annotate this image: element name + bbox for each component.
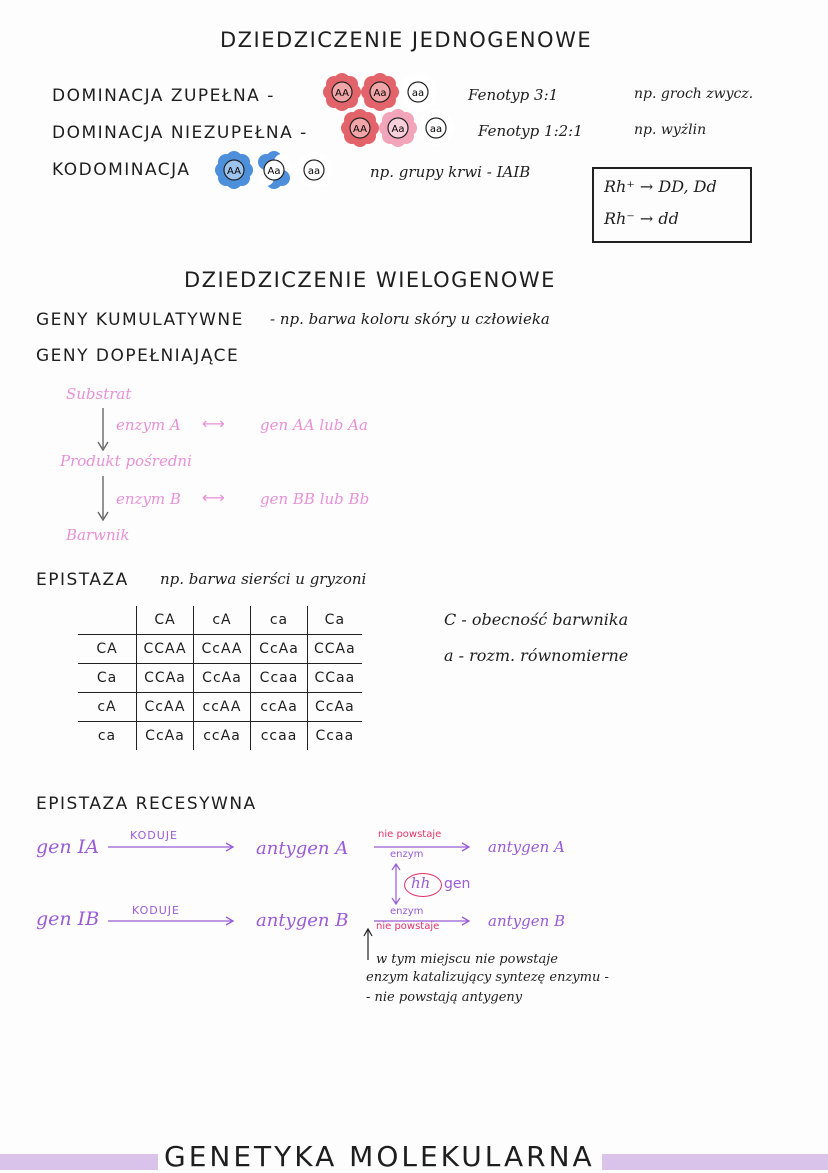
codominance-example: np. grupy krwi - IAIB — [370, 163, 531, 181]
epistasis-title: EPISTAZA — [36, 570, 129, 590]
svg-text:Aa: Aa — [373, 88, 387, 99]
cell: Ccaa — [308, 722, 362, 751]
cell: CcAa — [308, 693, 362, 722]
flower-group-incomplete-dominance — [340, 108, 460, 152]
double-arrow-icon: ⟷ — [202, 488, 225, 507]
codes-label: KODUJE — [132, 904, 180, 917]
svg-text:Aa: Aa — [267, 166, 281, 177]
row-label-codominance: KODOMINACJA — [52, 160, 191, 180]
cell: CcAa — [251, 635, 308, 664]
flowers-icon — [214, 150, 338, 190]
note-line-1: w tym miejscu nie powstaje — [376, 952, 558, 967]
enzyme-a-label: enzym — [390, 849, 424, 860]
row-header: ca — [78, 722, 137, 751]
row-label-incomplete-dominance: DOMINACJA NIEZUPEŁNA - — [52, 123, 308, 143]
down-arrow-icon — [96, 408, 110, 454]
pathway-enzyme-a: enzym A — [116, 416, 181, 434]
svg-text:AA: AA — [335, 88, 349, 99]
right-arrow-icon — [108, 916, 238, 926]
updown-arrow-icon — [390, 862, 402, 906]
cell: CCaa — [308, 664, 362, 693]
gene-ia: gen IA — [36, 836, 99, 858]
row-header: Ca — [78, 664, 137, 693]
codes-label: KODUJE — [130, 829, 178, 842]
phenotype-ratio-1: Fenotyp 3:1 — [468, 86, 559, 104]
rh-box — [592, 167, 752, 243]
hh-gene-label: gen — [444, 876, 471, 892]
cell: CCAa — [137, 664, 194, 693]
example-1: np. groch zwycz. — [634, 86, 754, 102]
flowers-icon — [340, 108, 460, 148]
flower-group-codominance — [214, 150, 338, 194]
row-label-complete-dominance: DOMINACJA ZUPEŁNA - — [52, 86, 275, 106]
note-line-3: - nie powstają antygeny — [366, 990, 523, 1005]
not-formed-b: nie powstaje — [376, 921, 440, 932]
punnett-square — [78, 606, 362, 750]
cell: CCAa — [308, 635, 362, 664]
table-row — [78, 693, 362, 722]
col-header: Ca — [324, 612, 346, 628]
flowers-icon — [322, 72, 442, 112]
table-row — [78, 635, 362, 664]
cell: ccAa — [194, 722, 251, 751]
pathway-gene-a: gen AA lub Aa — [260, 416, 368, 434]
antigen-a-left: antygen A — [256, 838, 349, 859]
flower-AA — [341, 109, 379, 147]
svg-text:aa: aa — [411, 88, 425, 99]
cell: ccAa — [251, 693, 308, 722]
epistasis-example: np. barwa sierści u gryzoni — [160, 570, 367, 588]
svg-text:AA: AA — [227, 166, 241, 177]
flower-AA — [323, 73, 361, 111]
example-2: np. wyżlin — [634, 122, 707, 138]
col-header: CA — [137, 606, 194, 635]
flower-Aa — [361, 73, 399, 111]
flower-aa — [295, 151, 333, 189]
rh-negative: Rh⁻ → dd — [604, 209, 679, 228]
pathway-enzyme-b: enzym B — [116, 490, 181, 508]
enzyme-b-label: enzym — [390, 906, 424, 917]
section-title-multi-gene: DZIEDZICZENIE WIELOGENOWE — [184, 268, 556, 292]
next-section-title: GENETYKA MOLEKULARNA — [164, 1140, 595, 1173]
antigen-a-right: antygen A — [488, 838, 565, 856]
section-title-single-gene: DZIEDZICZENIE JEDNOGENOWE — [220, 28, 593, 52]
flower-Aa — [379, 109, 417, 147]
pathway-substrate: Substrat — [66, 385, 132, 403]
cell: CcAA — [194, 635, 251, 664]
flower-aa — [417, 109, 455, 147]
right-arrow-icon — [108, 842, 238, 852]
flower-AA — [215, 151, 253, 189]
svg-text:AA: AA — [353, 124, 367, 135]
cell: CcAA — [137, 693, 194, 722]
antigen-b-right: antygen B — [488, 912, 566, 930]
complementary-genes-label: GENY DOPEŁNIAJĄCE — [36, 346, 240, 366]
rh-positive: Rh⁺ → DD, Dd — [604, 177, 717, 196]
recessive-epistasis-title: EPISTAZA RECESYWNA — [36, 794, 257, 814]
svg-text:aa: aa — [429, 124, 443, 135]
row-header: cA — [78, 693, 137, 722]
cumulative-genes-label: GENY KUMULATYWNE — [36, 310, 244, 330]
down-arrow-icon — [96, 476, 110, 524]
gene-ib: gen IB — [36, 908, 100, 930]
row-header: CA — [78, 635, 137, 664]
cell: CCAA — [137, 635, 194, 664]
cell: CcAa — [194, 664, 251, 693]
flower-Aa — [255, 151, 293, 189]
double-arrow-icon: ⟷ — [202, 414, 225, 433]
not-formed-a: nie powstaje — [378, 829, 442, 840]
cell: Ccaa — [251, 664, 308, 693]
legend-c: C - obecność barwnika — [444, 610, 629, 629]
cell: ccAA — [194, 693, 251, 722]
col-header: ca — [251, 606, 308, 635]
cell: ccaa — [251, 722, 308, 751]
cumulative-genes-example: - np. barwa koloru skóry u człowieka — [270, 310, 550, 328]
hh-genotype: hh — [411, 874, 431, 892]
table-row — [78, 722, 362, 751]
flower-aa — [399, 73, 437, 111]
right-arrow-icon — [374, 842, 474, 852]
note-line-2: enzym katalizujący syntezę enzymu - — [366, 970, 609, 985]
pathway-intermediate: Produkt pośredni — [60, 452, 192, 470]
table-corner — [78, 606, 137, 635]
table-row — [78, 664, 362, 693]
up-arrow-icon — [362, 926, 374, 962]
svg-text:Aa: Aa — [391, 124, 405, 135]
legend-a: a - rozm. równomierne — [444, 646, 629, 665]
phenotype-ratio-2: Fenotyp 1:2:1 — [478, 122, 583, 140]
antigen-b-left: antygen B — [256, 910, 349, 931]
pathway-gene-b: gen BB lub Bb — [260, 490, 370, 508]
svg-text:aa: aa — [307, 166, 321, 177]
pathway-pigment: Barwnik — [66, 526, 130, 544]
cell: CcAa — [137, 722, 194, 751]
col-header: cA — [194, 606, 251, 635]
